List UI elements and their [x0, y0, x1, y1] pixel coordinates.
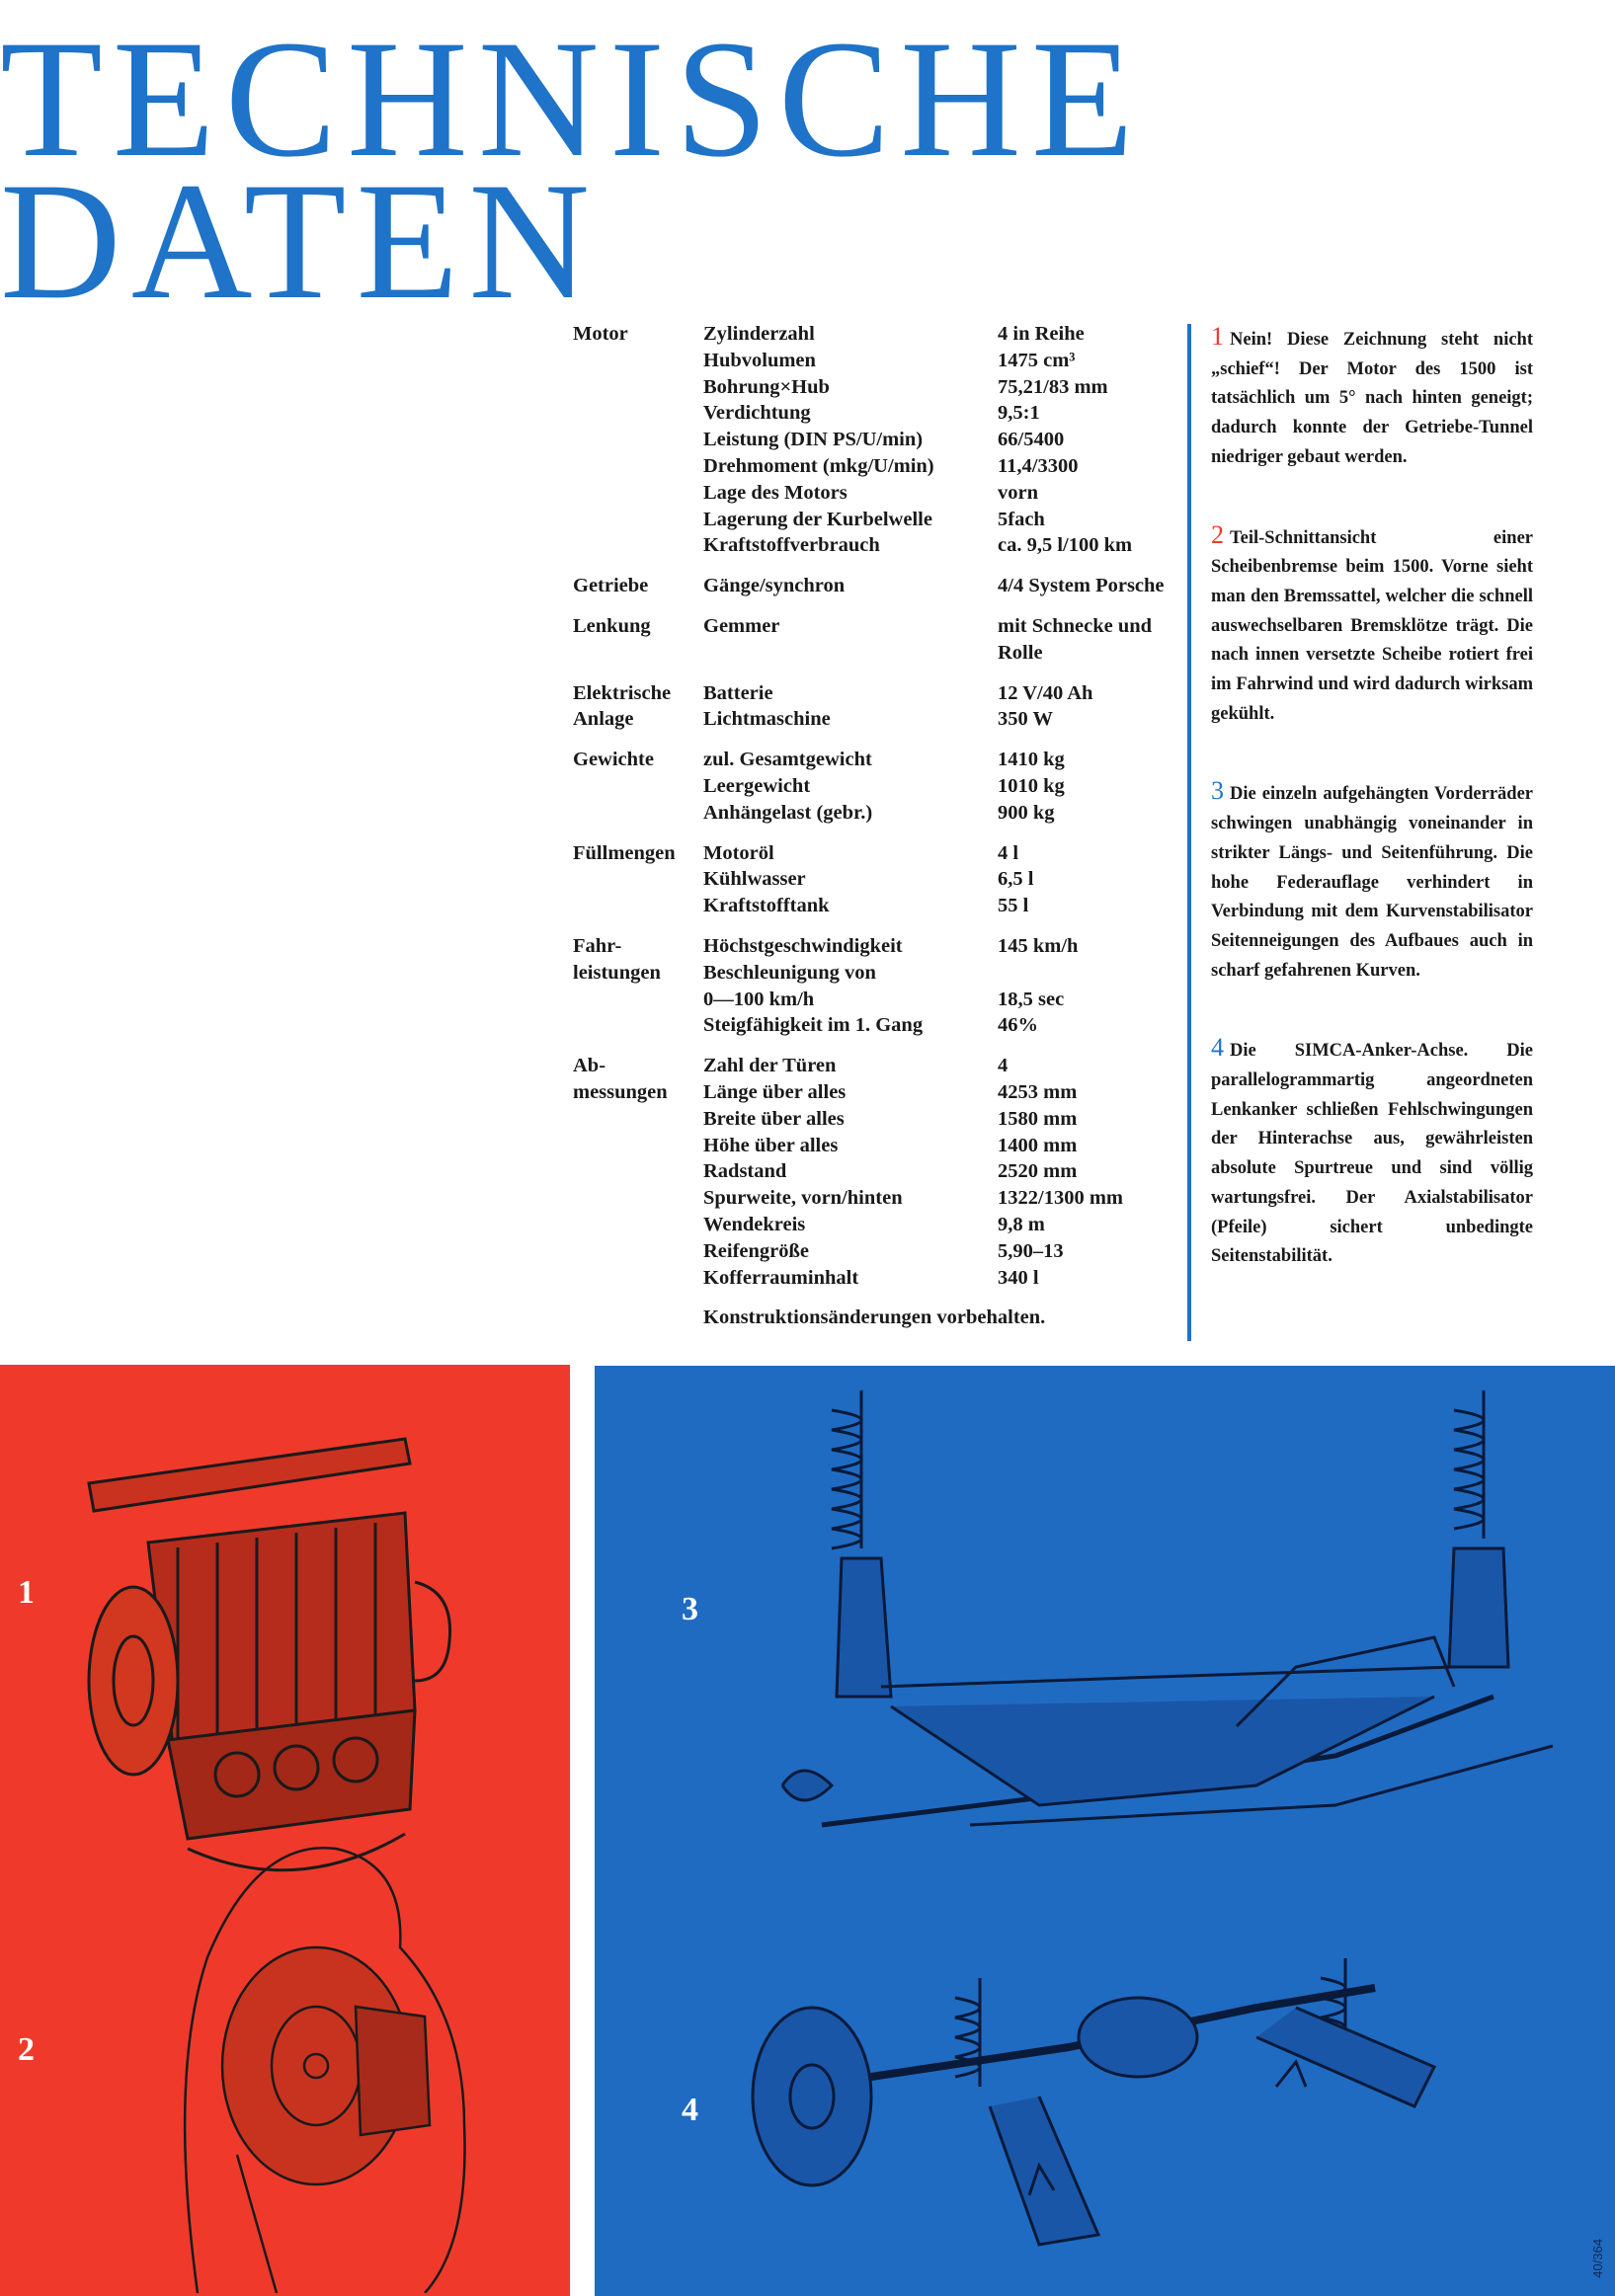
note-number: 1: [1211, 322, 1224, 351]
spec-label: Radstand: [703, 1160, 787, 1183]
spec-groups: [573, 321, 1185, 1291]
spec-row: [703, 507, 1185, 533]
spec-row: [703, 480, 1185, 507]
spec-row: [703, 1012, 1185, 1039]
note-1: [1211, 322, 1533, 473]
spec-label: Verdichtung: [703, 402, 811, 425]
spec-label: Hubvolumen: [703, 349, 816, 371]
spec-label: Wendekreis: [703, 1213, 806, 1235]
spec-value: 4/4 System Porsche: [998, 575, 1165, 597]
spec-value: 4 in Reihe: [998, 323, 1085, 345]
front-suspension-illustration: [743, 1371, 1592, 1963]
spec-row: [703, 1185, 1185, 1212]
spec-value: mit Schnecke und: [998, 614, 1153, 637]
spec-row: [703, 866, 1185, 893]
rear-axle-illustration: [743, 1939, 1494, 2274]
spec-value: 18,5 sec: [998, 988, 1065, 1010]
spec-row: [703, 640, 1185, 667]
spec-label: Lage des Motors: [703, 481, 848, 504]
notes-divider: [1187, 324, 1191, 1341]
spec-label: Breite über alles: [703, 1107, 845, 1130]
spec-row: [703, 987, 1185, 1013]
spec-row: [703, 1158, 1185, 1185]
spec-value: 5,90–13: [998, 1239, 1064, 1262]
spec-value: vorn: [998, 481, 1038, 504]
spec-row: [703, 706, 1185, 733]
spec-row: [703, 800, 1185, 827]
spec-category: Ab- messungen: [573, 1055, 668, 1103]
spec-row: [703, 321, 1185, 348]
note-4: [1211, 1033, 1533, 1272]
spec-row: [703, 1106, 1185, 1133]
spec-label: Motoröl: [703, 841, 774, 864]
spec-label: Höchstgeschwindigkeit: [703, 934, 903, 957]
note-text: Die SIMCA-Anker-Achse. Die parallelogrammartig angeordneten Lenkanker schließen Fehlschwingungen der Hinterachse aus, gewährleisten absolute Spurtreue und sind völlig wartungsfrei. Der Axialstabilisator (Pfeile) sichert unbedingte Seitenstabilität.: [1211, 1041, 1533, 1267]
spec-value: 55 l: [998, 895, 1029, 917]
spec-value: 5fach: [998, 508, 1045, 530]
spec-label: Lichtmaschine: [703, 708, 831, 731]
spec-rows: [703, 680, 1185, 734]
spec-row: [703, 573, 1185, 599]
spec-label: Zahl der Türen: [703, 1055, 837, 1077]
spec-group: [573, 1053, 1185, 1291]
spec-value: 12 V/40 Ah: [998, 681, 1093, 704]
spec-table: [573, 321, 1185, 1331]
spec-row: [703, 960, 1185, 987]
spec-row: [703, 1265, 1185, 1292]
spec-category: Elektrische Anlage: [573, 681, 672, 731]
note-2: [1211, 520, 1533, 730]
spec-label: Kraftstoffverbrauch: [703, 534, 880, 557]
spec-label: Reifengröße: [703, 1239, 810, 1262]
spec-value: 1580 mm: [998, 1107, 1078, 1130]
spec-footnote: Konstruktionsänderungen vorbehalten.: [703, 1306, 1046, 1329]
spec-row: [703, 893, 1185, 919]
spec-group: [573, 573, 1185, 599]
spec-value: 350 W: [998, 708, 1054, 731]
spec-category: Lenkung: [573, 614, 651, 637]
spec-value: 4: [998, 1055, 1009, 1077]
spec-category: Gewichte: [573, 749, 654, 771]
spec-value: 4253 mm: [998, 1080, 1078, 1103]
note-3: [1211, 776, 1533, 986]
spec-value: 9,5:1: [998, 402, 1040, 425]
spec-label: 0—100 km/h: [703, 988, 815, 1010]
note-text: Nein! Diese Zeichnung steht nicht „schief“! Der Motor des 1500 ist tatsächlich um 5° nach hinten geneigt; dadurch konnte der Getriebe-Tunnel niedriger gebaut werden.: [1211, 330, 1533, 467]
spec-row: [703, 1079, 1185, 1106]
spec-value: 1475 cm³: [998, 349, 1076, 371]
spec-label: Steigfähigkeit im 1. Gang: [703, 1014, 924, 1037]
spec-rows: [703, 613, 1185, 667]
spec-row: [703, 427, 1185, 453]
spec-rows: [703, 840, 1185, 919]
spec-label: Drehmoment (mkg/U/min): [703, 454, 934, 477]
disc-brake-illustration: [168, 1829, 484, 2293]
note-number: 2: [1211, 519, 1224, 549]
spec-row: [703, 453, 1185, 480]
spec-row: [703, 1212, 1185, 1238]
spec-label: Lagerung der Kurbelwelle: [703, 508, 932, 530]
spec-label: Beschleunigung von: [703, 961, 876, 984]
title-line-2: DATEN: [0, 148, 601, 334]
spec-value: 2520 mm: [998, 1160, 1078, 1183]
figure-2-label: 2: [18, 2031, 35, 2068]
spec-row: [703, 348, 1185, 374]
note-number: 4: [1211, 1033, 1224, 1063]
spec-label: Anhängelast (gebr.): [703, 801, 873, 824]
spec-group: [573, 747, 1185, 826]
spec-value: 1400 mm: [998, 1134, 1078, 1156]
spec-value: 11,4/3300: [998, 454, 1079, 477]
spec-group: [573, 321, 1185, 559]
spec-group: [573, 840, 1185, 919]
spec-row: [703, 933, 1185, 960]
note-number: 3: [1211, 776, 1224, 806]
spec-group: [573, 933, 1185, 1039]
spec-label: Leergewicht: [703, 774, 811, 797]
spec-rows: [703, 573, 1185, 599]
spec-value: 46%: [998, 1014, 1038, 1037]
spec-category: Füllmengen: [573, 841, 676, 864]
spec-label: Spurweite, vorn/hinten: [703, 1187, 903, 1210]
spec-label: Gemmer: [703, 614, 780, 637]
spec-value: 66/5400: [998, 429, 1065, 451]
spec-row: [703, 773, 1185, 800]
spec-label: Länge über alles: [703, 1080, 847, 1103]
figure-1-label: 1: [18, 1574, 35, 1611]
spec-row: [703, 400, 1185, 427]
spec-label: Kühlwasser: [703, 868, 806, 891]
engine-cutaway-illustration: [79, 1385, 514, 1898]
spec-rows: [703, 1053, 1185, 1291]
spec-group: [573, 680, 1185, 734]
spec-row: [703, 1238, 1185, 1265]
blue-illustration-panel: [595, 1366, 1615, 2296]
spec-value: 9,8 m: [998, 1213, 1045, 1235]
figure-4-label: 4: [682, 2092, 698, 2128]
spec-rows: [703, 747, 1185, 826]
spec-label: zul. Gesamtgewicht: [703, 749, 872, 771]
spec-group: [573, 613, 1185, 667]
spec-label: Kofferrauminhalt: [703, 1266, 859, 1289]
spec-rows: [703, 933, 1185, 1039]
spec-label: Leistung (DIN PS/U/min): [703, 429, 924, 451]
note-text: Die einzeln aufgehängten Vorderräder schwingen unabhängig voneinander in strikter Längs- und Seitenführung. Die hohe Federauflage verhindert in Verbindung mit dem Kurvenstabilisator Seitenneigungen des Aufbaues auch in scharf gefahrenen Kurven.: [1211, 784, 1533, 981]
spec-value: 1010 kg: [998, 774, 1065, 797]
spec-row: [703, 613, 1185, 640]
figure-notes: [1211, 322, 1533, 1319]
spec-value: 1410 kg: [998, 749, 1065, 771]
red-illustration-panel: [0, 1365, 570, 2296]
spec-value: 4 l: [998, 841, 1019, 864]
spec-row: [703, 840, 1185, 867]
spec-value: 1322/1300 mm: [998, 1187, 1123, 1210]
figure-3-label: 3: [682, 1591, 698, 1627]
spec-label: [703, 640, 998, 667]
spec-row: [703, 1053, 1185, 1079]
spec-row: [703, 374, 1185, 401]
spec-label: Batterie: [703, 681, 773, 704]
spec-label: Gänge/synchron: [703, 575, 846, 597]
spec-category: Getriebe: [573, 575, 649, 597]
spec-row: [703, 532, 1185, 559]
title-line-1: TECHNISCHE: [0, 6, 1144, 192]
spec-category: Motor: [573, 323, 628, 345]
print-code: 40/364: [1590, 2239, 1605, 2278]
spec-row: [703, 747, 1185, 773]
spec-label: Bohrung×Hub: [703, 375, 830, 398]
spec-rows: [703, 321, 1185, 559]
spec-value: ca. 9,5 l/100 km: [998, 534, 1133, 557]
spec-category: Fahr- leistungen: [573, 934, 661, 984]
spec-label: Zylinderzahl: [703, 323, 815, 345]
spec-value: [998, 960, 1185, 987]
spec-row: [703, 680, 1185, 707]
spec-row: [703, 1133, 1185, 1159]
spec-value: 900 kg: [998, 801, 1055, 824]
spec-value: Rolle: [998, 641, 1043, 664]
spec-value: 340 l: [998, 1266, 1039, 1289]
note-text: Teil-Schnittansicht einer Scheibenbremse beim 1500. Vorne sieht man den Bremssattel, welcher die schnell auswechselbaren Bremsklötze trägt. Die nach innen versetzte Scheibe rotiert frei im Fahrwind und wird dadurch wirksam gekühlt.: [1211, 527, 1533, 724]
spec-label: Höhe über alles: [703, 1134, 839, 1156]
spec-value: 75,21/83 mm: [998, 375, 1108, 398]
spec-value: 6,5 l: [998, 868, 1034, 891]
spec-value: 145 km/h: [998, 934, 1079, 957]
spec-label: Kraftstofftank: [703, 895, 830, 917]
